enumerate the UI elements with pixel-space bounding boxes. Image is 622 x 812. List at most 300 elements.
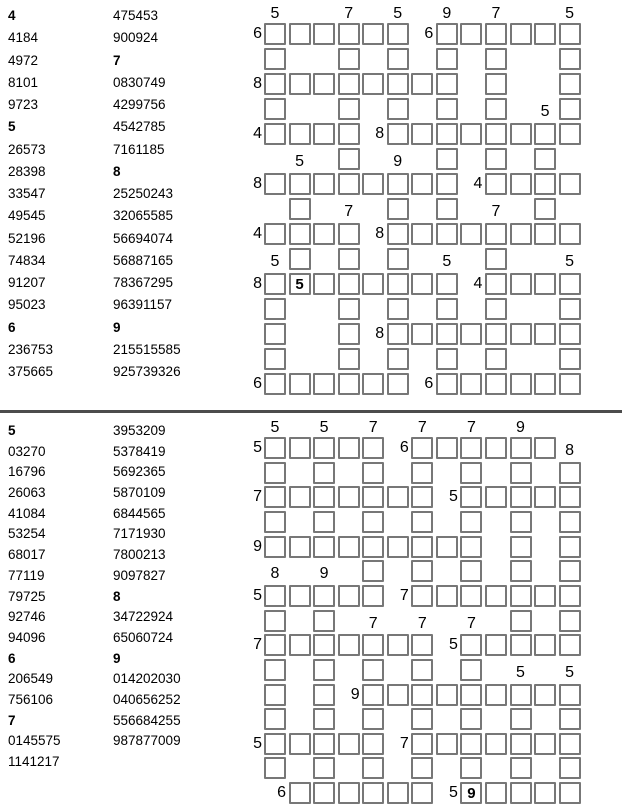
empty-cell[interactable]: [264, 73, 286, 95]
empty-cell[interactable]: [264, 98, 286, 120]
empty-cell[interactable]: [510, 486, 532, 508]
empty-cell[interactable]: [534, 173, 556, 195]
empty-cell[interactable]: [338, 48, 360, 70]
empty-cell[interactable]: [313, 782, 335, 804]
empty-cell[interactable]: [362, 23, 384, 45]
empty-cell[interactable]: [510, 733, 532, 755]
empty-cell[interactable]: [436, 373, 458, 395]
empty-cell[interactable]: [510, 536, 532, 558]
empty-cell[interactable]: [485, 373, 507, 395]
empty-cell[interactable]: [460, 462, 482, 484]
empty-cell[interactable]: [559, 536, 581, 558]
clue-entry: 7171930: [113, 526, 166, 542]
empty-cell[interactable]: [411, 684, 433, 706]
empty-cell[interactable]: [510, 585, 532, 607]
clue-entry: 68017: [8, 547, 46, 563]
empty-cell[interactable]: [362, 437, 384, 459]
empty-cell[interactable]: [411, 223, 433, 245]
clue-entry: 26573: [8, 141, 46, 157]
empty-cell[interactable]: [264, 511, 286, 533]
empty-cell[interactable]: [485, 148, 507, 170]
empty-cell[interactable]: [485, 173, 507, 195]
across-run-length-label: 4: [473, 275, 483, 292]
empty-cell[interactable]: [264, 733, 286, 755]
empty-cell[interactable]: [559, 585, 581, 607]
empty-cell[interactable]: [264, 462, 286, 484]
empty-cell[interactable]: [289, 733, 311, 755]
empty-cell[interactable]: [559, 273, 581, 295]
empty-cell[interactable]: [313, 757, 335, 779]
empty-cell[interactable]: [534, 585, 556, 607]
empty-cell[interactable]: [510, 23, 532, 45]
empty-cell[interactable]: [411, 634, 433, 656]
clue-length-header: 9: [113, 650, 121, 666]
empty-cell[interactable]: [460, 373, 482, 395]
empty-cell[interactable]: [289, 486, 311, 508]
empty-cell[interactable]: [411, 486, 433, 508]
empty-cell[interactable]: [387, 198, 409, 220]
clue-length-header: 6: [8, 319, 16, 335]
empty-cell[interactable]: [289, 73, 311, 95]
empty-cell[interactable]: [411, 536, 433, 558]
empty-cell[interactable]: [313, 373, 335, 395]
empty-cell[interactable]: [485, 48, 507, 70]
empty-cell[interactable]: [264, 348, 286, 370]
across-run-length-label: 5: [253, 439, 262, 456]
empty-cell[interactable]: [338, 634, 360, 656]
empty-cell[interactable]: [510, 323, 532, 345]
empty-cell[interactable]: [485, 782, 507, 804]
empty-cell[interactable]: [411, 273, 433, 295]
empty-cell[interactable]: [362, 273, 384, 295]
empty-cell[interactable]: [436, 48, 458, 70]
down-run-length-label: 5: [393, 5, 403, 22]
empty-cell[interactable]: [559, 708, 581, 730]
empty-cell[interactable]: [264, 373, 286, 395]
across-run-length-label: 9: [253, 537, 262, 555]
empty-cell[interactable]: [338, 248, 360, 270]
empty-cell[interactable]: [510, 757, 532, 779]
empty-cell[interactable]: [460, 684, 482, 706]
empty-cell[interactable]: [534, 323, 556, 345]
puzzle1-grid: [245, 0, 588, 398]
empty-cell[interactable]: [313, 273, 335, 295]
empty-cell[interactable]: [485, 437, 507, 459]
empty-cell[interactable]: [559, 757, 581, 779]
empty-cell[interactable]: [510, 708, 532, 730]
empty-cell[interactable]: [510, 634, 532, 656]
empty-cell[interactable]: [534, 273, 556, 295]
empty-cell[interactable]: [559, 73, 581, 95]
empty-cell[interactable]: [436, 298, 458, 320]
empty-cell[interactable]: [534, 733, 556, 755]
across-run-length-label: 5: [253, 734, 262, 752]
empty-cell[interactable]: [362, 536, 384, 558]
empty-cell[interactable]: [264, 298, 286, 320]
empty-cell[interactable]: [338, 486, 360, 508]
empty-cell[interactable]: [510, 373, 532, 395]
empty-cell[interactable]: [485, 323, 507, 345]
empty-cell[interactable]: [510, 173, 532, 195]
empty-cell[interactable]: [559, 223, 581, 245]
empty-cell[interactable]: [289, 373, 311, 395]
empty-cell[interactable]: [338, 98, 360, 120]
empty-cell[interactable]: [411, 757, 433, 779]
empty-cell[interactable]: [338, 733, 360, 755]
clue-entry: 900924: [113, 30, 159, 46]
empty-cell[interactable]: [559, 323, 581, 345]
empty-cell[interactable]: [534, 373, 556, 395]
empty-cell[interactable]: [289, 198, 311, 220]
empty-cell[interactable]: [264, 123, 286, 145]
empty-cell[interactable]: [289, 248, 311, 270]
empty-cell[interactable]: [510, 223, 532, 245]
empty-cell[interactable]: [313, 462, 335, 484]
empty-cell[interactable]: [264, 486, 286, 508]
empty-cell[interactable]: [338, 123, 360, 145]
empty-cell[interactable]: [436, 73, 458, 95]
empty-cell[interactable]: [460, 123, 482, 145]
empty-cell[interactable]: [534, 198, 556, 220]
down-run-length-label: 8: [270, 565, 280, 583]
empty-cell[interactable]: [485, 684, 507, 706]
empty-cell[interactable]: [510, 782, 532, 804]
empty-cell[interactable]: [313, 123, 335, 145]
empty-cell[interactable]: [313, 437, 335, 459]
empty-cell[interactable]: [387, 48, 409, 70]
empty-cell[interactable]: [264, 585, 286, 607]
clue-length-header: 8: [113, 163, 121, 179]
clue-entry: 03270: [8, 443, 46, 459]
empty-cell[interactable]: [264, 223, 286, 245]
empty-cell[interactable]: [313, 708, 335, 730]
empty-cell[interactable]: [411, 733, 433, 755]
empty-cell[interactable]: [387, 123, 409, 145]
empty-cell[interactable]: [411, 323, 433, 345]
empty-cell[interactable]: [460, 733, 482, 755]
across-run-length-label: 9: [350, 685, 360, 703]
empty-cell[interactable]: [313, 659, 335, 681]
empty-cell[interactable]: [510, 437, 532, 459]
empty-cell[interactable]: [436, 173, 458, 195]
down-run-length-label: 7: [417, 419, 427, 436]
empty-cell[interactable]: [460, 585, 482, 607]
empty-cell[interactable]: [534, 782, 556, 804]
empty-cell[interactable]: [387, 223, 409, 245]
empty-cell[interactable]: [436, 684, 458, 706]
clue-entry: 79725: [8, 588, 46, 604]
empty-cell[interactable]: [559, 298, 581, 320]
empty-cell[interactable]: [313, 73, 335, 95]
empty-cell[interactable]: [411, 659, 433, 681]
empty-cell[interactable]: [485, 123, 507, 145]
empty-cell[interactable]: [338, 173, 360, 195]
empty-cell[interactable]: [485, 348, 507, 370]
empty-cell[interactable]: [362, 560, 384, 582]
empty-cell[interactable]: [289, 173, 311, 195]
down-run-length-label: 5: [565, 663, 575, 681]
empty-cell[interactable]: [534, 148, 556, 170]
empty-cell[interactable]: [338, 373, 360, 395]
empty-cell[interactable]: [387, 373, 409, 395]
empty-cell[interactable]: [534, 486, 556, 508]
empty-cell[interactable]: [362, 659, 384, 681]
empty-cell[interactable]: [289, 536, 311, 558]
empty-cell[interactable]: [362, 733, 384, 755]
empty-cell[interactable]: [436, 536, 458, 558]
empty-cell[interactable]: [436, 273, 458, 295]
empty-cell[interactable]: [411, 585, 433, 607]
empty-cell[interactable]: [338, 536, 360, 558]
empty-cell[interactable]: [411, 708, 433, 730]
empty-cell[interactable]: [289, 634, 311, 656]
empty-cell[interactable]: [436, 733, 458, 755]
empty-cell[interactable]: [313, 223, 335, 245]
empty-cell[interactable]: [460, 23, 482, 45]
empty-cell[interactable]: [338, 223, 360, 245]
empty-cell[interactable]: [313, 486, 335, 508]
empty-cell[interactable]: [411, 560, 433, 582]
empty-cell[interactable]: [460, 486, 482, 508]
empty-cell[interactable]: [313, 684, 335, 706]
empty-cell[interactable]: [264, 634, 286, 656]
empty-cell[interactable]: [485, 73, 507, 95]
clue-entry: 78367295: [113, 275, 174, 290]
empty-cell[interactable]: [338, 23, 360, 45]
empty-cell[interactable]: [559, 23, 581, 45]
empty-cell[interactable]: [313, 610, 335, 632]
given-digit: 5: [295, 275, 304, 293]
empty-cell[interactable]: [485, 223, 507, 245]
empty-cell[interactable]: [338, 73, 360, 95]
empty-cell[interactable]: [362, 708, 384, 730]
down-run-length-label: 5: [270, 5, 280, 22]
empty-cell[interactable]: [264, 323, 286, 345]
empty-cell[interactable]: [387, 23, 409, 45]
empty-cell[interactable]: [264, 659, 286, 681]
down-run-length-label: 9: [516, 419, 525, 436]
empty-cell[interactable]: [362, 585, 384, 607]
empty-cell[interactable]: [289, 223, 311, 245]
empty-cell[interactable]: [559, 634, 581, 656]
empty-cell[interactable]: [534, 634, 556, 656]
empty-cell[interactable]: [460, 536, 482, 558]
empty-cell[interactable]: [411, 511, 433, 533]
empty-cell[interactable]: [387, 98, 409, 120]
empty-cell[interactable]: [289, 585, 311, 607]
empty-cell[interactable]: [264, 610, 286, 632]
empty-cell[interactable]: [289, 782, 311, 804]
empty-cell[interactable]: [460, 659, 482, 681]
clue-entry: 556684255: [113, 712, 181, 728]
empty-cell[interactable]: [362, 373, 384, 395]
empty-cell[interactable]: [460, 757, 482, 779]
empty-cell[interactable]: [559, 98, 581, 120]
empty-cell[interactable]: [411, 462, 433, 484]
empty-cell[interactable]: [387, 486, 409, 508]
empty-cell[interactable]: [485, 23, 507, 45]
empty-cell[interactable]: [338, 273, 360, 295]
empty-cell[interactable]: [264, 273, 286, 295]
empty-cell[interactable]: [313, 536, 335, 558]
empty-cell[interactable]: [362, 684, 384, 706]
empty-cell[interactable]: [411, 173, 433, 195]
empty-cell[interactable]: [387, 782, 409, 804]
empty-cell[interactable]: [485, 585, 507, 607]
down-run-length-label: 7: [491, 5, 501, 22]
empty-cell[interactable]: [387, 173, 409, 195]
empty-cell[interactable]: [436, 348, 458, 370]
empty-cell[interactable]: [436, 148, 458, 170]
empty-cell[interactable]: [264, 437, 286, 459]
empty-cell[interactable]: [460, 560, 482, 582]
empty-cell[interactable]: [559, 684, 581, 706]
empty-cell[interactable]: [362, 757, 384, 779]
empty-cell[interactable]: [559, 462, 581, 484]
empty-cell[interactable]: [289, 23, 311, 45]
empty-cell[interactable]: [387, 323, 409, 345]
empty-cell[interactable]: [559, 782, 581, 804]
empty-cell[interactable]: [387, 73, 409, 95]
clue-entry: 4184: [8, 30, 39, 46]
empty-cell[interactable]: [338, 298, 360, 320]
empty-cell[interactable]: [510, 684, 532, 706]
empty-cell[interactable]: [264, 48, 286, 70]
empty-cell[interactable]: [436, 437, 458, 459]
empty-cell[interactable]: [387, 634, 409, 656]
clue-entry: 1141217: [8, 754, 60, 769]
empty-cell[interactable]: [411, 73, 433, 95]
empty-cell[interactable]: [534, 684, 556, 706]
empty-cell[interactable]: [387, 248, 409, 270]
empty-cell[interactable]: [338, 323, 360, 345]
empty-cell[interactable]: [510, 273, 532, 295]
empty-cell[interactable]: [338, 782, 360, 804]
empty-cell[interactable]: [436, 585, 458, 607]
empty-cell[interactable]: [362, 782, 384, 804]
empty-cell[interactable]: [559, 511, 581, 533]
empty-cell[interactable]: [485, 98, 507, 120]
empty-cell[interactable]: [362, 511, 384, 533]
empty-cell[interactable]: [460, 323, 482, 345]
empty-cell[interactable]: [264, 173, 286, 195]
empty-cell[interactable]: [559, 560, 581, 582]
empty-cell[interactable]: [313, 173, 335, 195]
clue-length-header: 4: [8, 8, 16, 23]
empty-cell[interactable]: [436, 323, 458, 345]
empty-cell[interactable]: [460, 223, 482, 245]
empty-cell[interactable]: [559, 348, 581, 370]
empty-cell[interactable]: [411, 782, 433, 804]
empty-cell[interactable]: [559, 48, 581, 70]
across-run-length-label: 6: [424, 25, 434, 42]
empty-cell[interactable]: [289, 437, 311, 459]
empty-cell[interactable]: [362, 634, 384, 656]
across-run-length-label: 7: [399, 586, 409, 604]
empty-cell[interactable]: [436, 198, 458, 220]
empty-cell[interactable]: [313, 585, 335, 607]
empty-cell[interactable]: [485, 298, 507, 320]
empty-cell[interactable]: [387, 684, 409, 706]
empty-cell[interactable]: [485, 733, 507, 755]
empty-cell[interactable]: [534, 223, 556, 245]
empty-cell[interactable]: [313, 634, 335, 656]
empty-cell[interactable]: [559, 610, 581, 632]
clue-length-header: 5: [8, 119, 16, 135]
across-run-length-label: 8: [253, 175, 262, 192]
empty-cell[interactable]: [411, 123, 433, 145]
down-run-length-label: 7: [466, 614, 476, 632]
empty-cell[interactable]: [264, 684, 286, 706]
empty-cell[interactable]: [387, 298, 409, 320]
empty-cell[interactable]: [264, 536, 286, 558]
empty-cell[interactable]: [559, 123, 581, 145]
empty-cell[interactable]: [460, 634, 482, 656]
empty-cell[interactable]: [559, 486, 581, 508]
empty-cell[interactable]: [460, 511, 482, 533]
empty-cell[interactable]: [338, 585, 360, 607]
empty-cell[interactable]: [485, 634, 507, 656]
down-run-length-label: 5: [319, 419, 329, 436]
empty-cell[interactable]: [362, 486, 384, 508]
empty-cell[interactable]: [313, 733, 335, 755]
empty-cell[interactable]: [264, 23, 286, 45]
empty-cell[interactable]: [338, 148, 360, 170]
empty-cell[interactable]: [510, 560, 532, 582]
empty-cell[interactable]: [411, 437, 433, 459]
down-run-length-label: 5: [565, 253, 575, 270]
empty-cell[interactable]: [510, 511, 532, 533]
clue-entry: 215515585: [113, 341, 181, 357]
empty-cell[interactable]: [485, 273, 507, 295]
empty-cell[interactable]: [559, 733, 581, 755]
empty-cell[interactable]: [362, 462, 384, 484]
empty-cell[interactable]: [510, 462, 532, 484]
empty-cell[interactable]: [436, 123, 458, 145]
empty-cell[interactable]: [534, 437, 556, 459]
empty-cell[interactable]: [460, 708, 482, 730]
empty-cell[interactable]: [387, 273, 409, 295]
empty-cell[interactable]: [387, 536, 409, 558]
empty-cell[interactable]: [313, 511, 335, 533]
empty-cell[interactable]: [559, 173, 581, 195]
empty-cell[interactable]: [264, 708, 286, 730]
empty-cell[interactable]: [387, 348, 409, 370]
empty-cell[interactable]: [534, 23, 556, 45]
across-run-length-label: 5: [448, 636, 458, 654]
across-run-length-label: 8: [375, 325, 385, 342]
empty-cell[interactable]: [436, 98, 458, 120]
empty-cell[interactable]: [485, 486, 507, 508]
empty-cell[interactable]: [362, 173, 384, 195]
empty-cell[interactable]: [510, 610, 532, 632]
empty-cell[interactable]: [338, 348, 360, 370]
empty-cell[interactable]: [485, 248, 507, 270]
empty-cell[interactable]: [436, 223, 458, 245]
empty-cell[interactable]: [338, 437, 360, 459]
empty-cell[interactable]: [362, 73, 384, 95]
empty-cell[interactable]: [510, 123, 532, 145]
empty-cell[interactable]: [289, 123, 311, 145]
empty-cell[interactable]: [559, 373, 581, 395]
empty-cell[interactable]: [436, 23, 458, 45]
empty-cell[interactable]: [264, 757, 286, 779]
across-run-length-label: 5: [253, 586, 262, 604]
empty-cell[interactable]: [313, 23, 335, 45]
empty-cell[interactable]: [534, 123, 556, 145]
down-run-length-label: 7: [368, 614, 378, 632]
empty-cell[interactable]: [460, 437, 482, 459]
